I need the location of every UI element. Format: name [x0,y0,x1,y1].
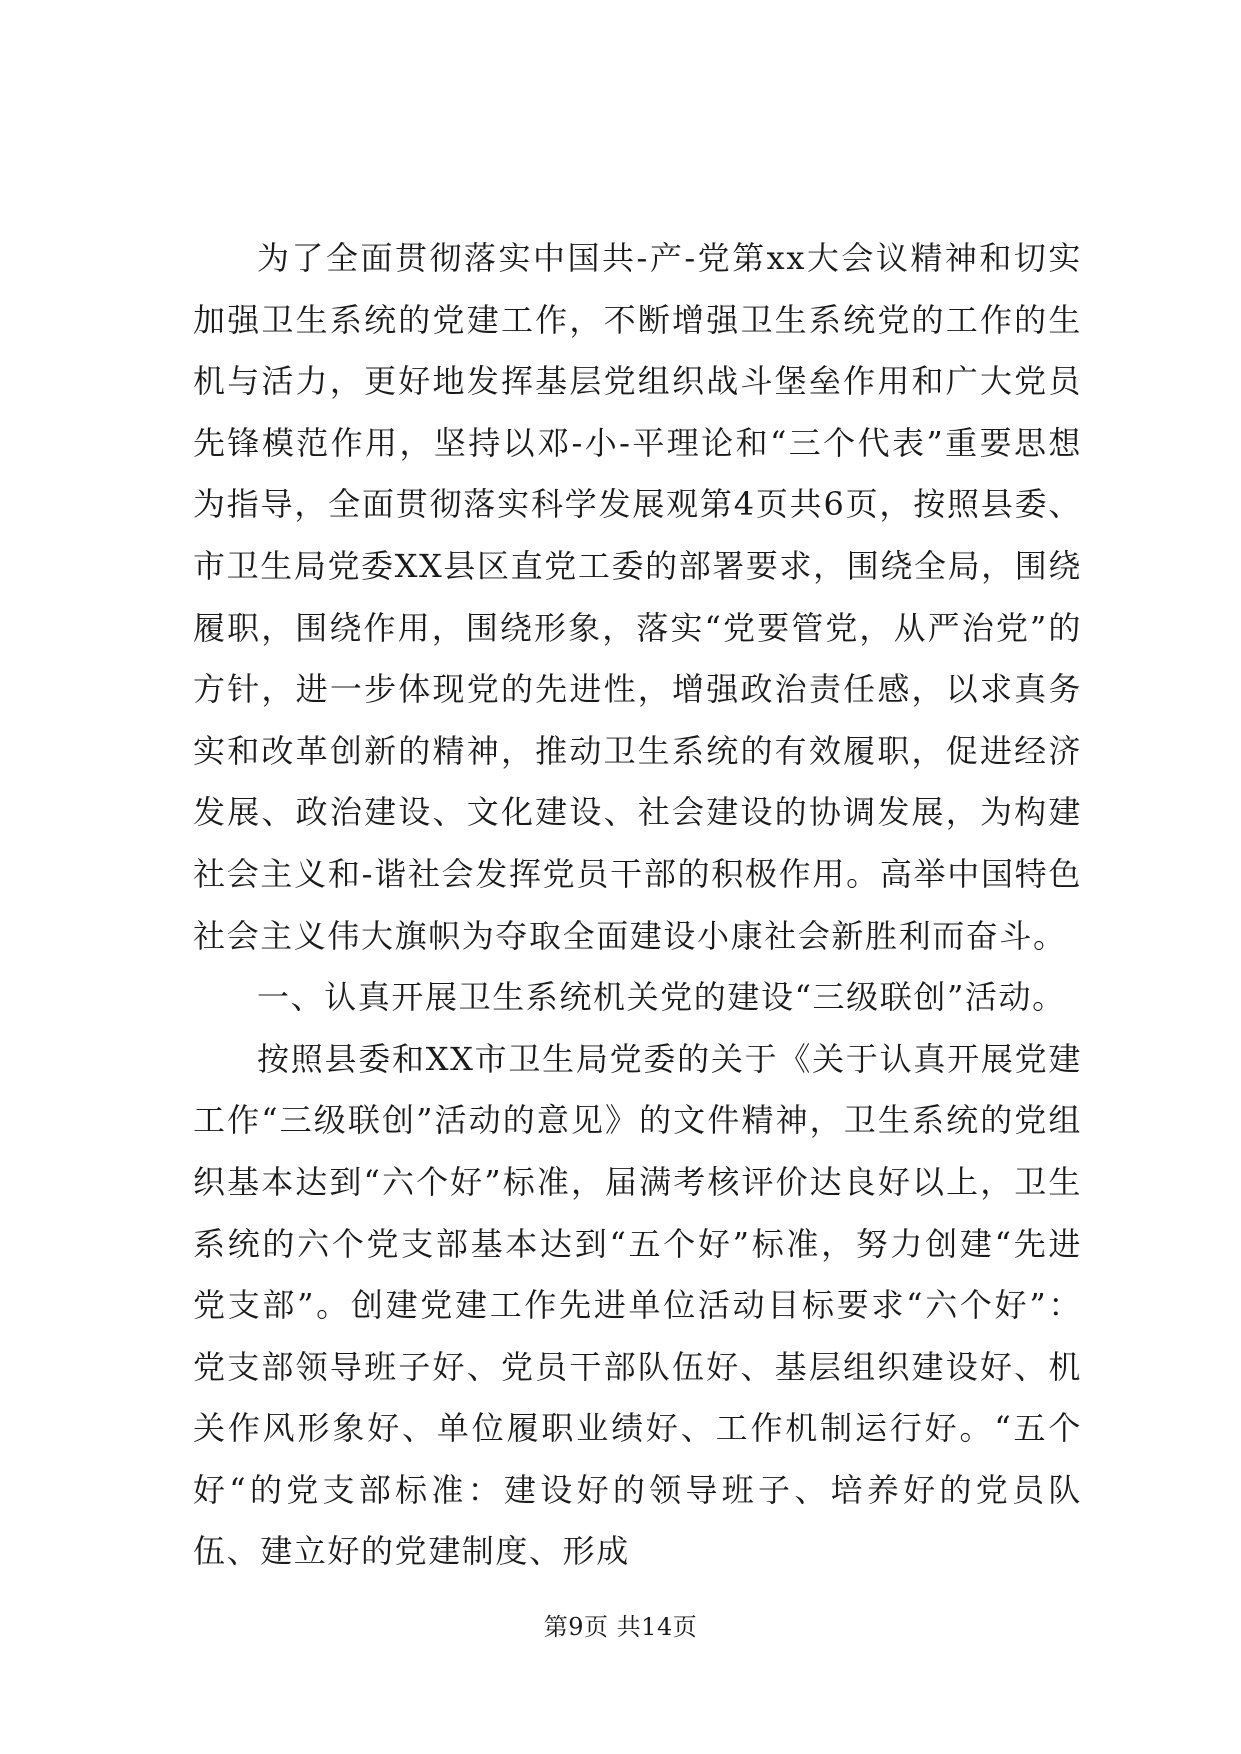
paragraph-three-level: 按照县委和XX市卫生局党委的关于《关于认真开展党建工作“三级联创”活动的意见》的文件精神，卫生系统的党组织基本达到“六个好”标准，届满考核评价达良好以上，卫生系统的六个党支部基本达到“五个好”标准，努力创建“先进党支部”。创建党建工作先进单位活动目标要求“六个好”：党支部领导班子好、党员干部队伍好、基层组织建设好、机关作风形象好、单位履职业绩好、工作机制运行好。“五个好“的党支部标准：建设好的领导班子、培养好的党员队伍、建立好的党建制度、形成 [193,1039,1082,1571]
page-number-footer: 第9页 共14页 [543,1613,698,1641]
document-body [193,228,1082,1583]
paragraph-intro: 为了全面贯彻落实中国共-产-党第xx大会议精神和切实加强卫生系统的党建工作，不断增强卫生系统党的工作的生机与活力，更好地发挥基层党组织战斗堡垒作用和广大党员先锋模范作用，坚持以邓-小-平理论和“三个代表”重要思想为指导，全面贯彻落实科学发展观第4页共6页，按照县委、市卫生局党委XX县区直党工委的部署要求，围绕全局，围绕履职，围绕作用，围绕形象，落实“党要管党，从严治党”的方针，进一步体现党的先进性，增强政治责任感，以求真务实和改革创新的精神，推动卫生系统的有效履职，促进经济发展、政治建设、文化建设、社会建设的协调发展，为构建社会主义和-谐社会发挥党员干部的积极作用。高举中国特色社会主义伟大旗帜为夺取全面建设小康社会新胜利而奋斗。 [193,239,1082,955]
section-heading-one: 一、认真开展卫生系统机关党的建设“三级联创”活动。 [257,978,1066,1017]
